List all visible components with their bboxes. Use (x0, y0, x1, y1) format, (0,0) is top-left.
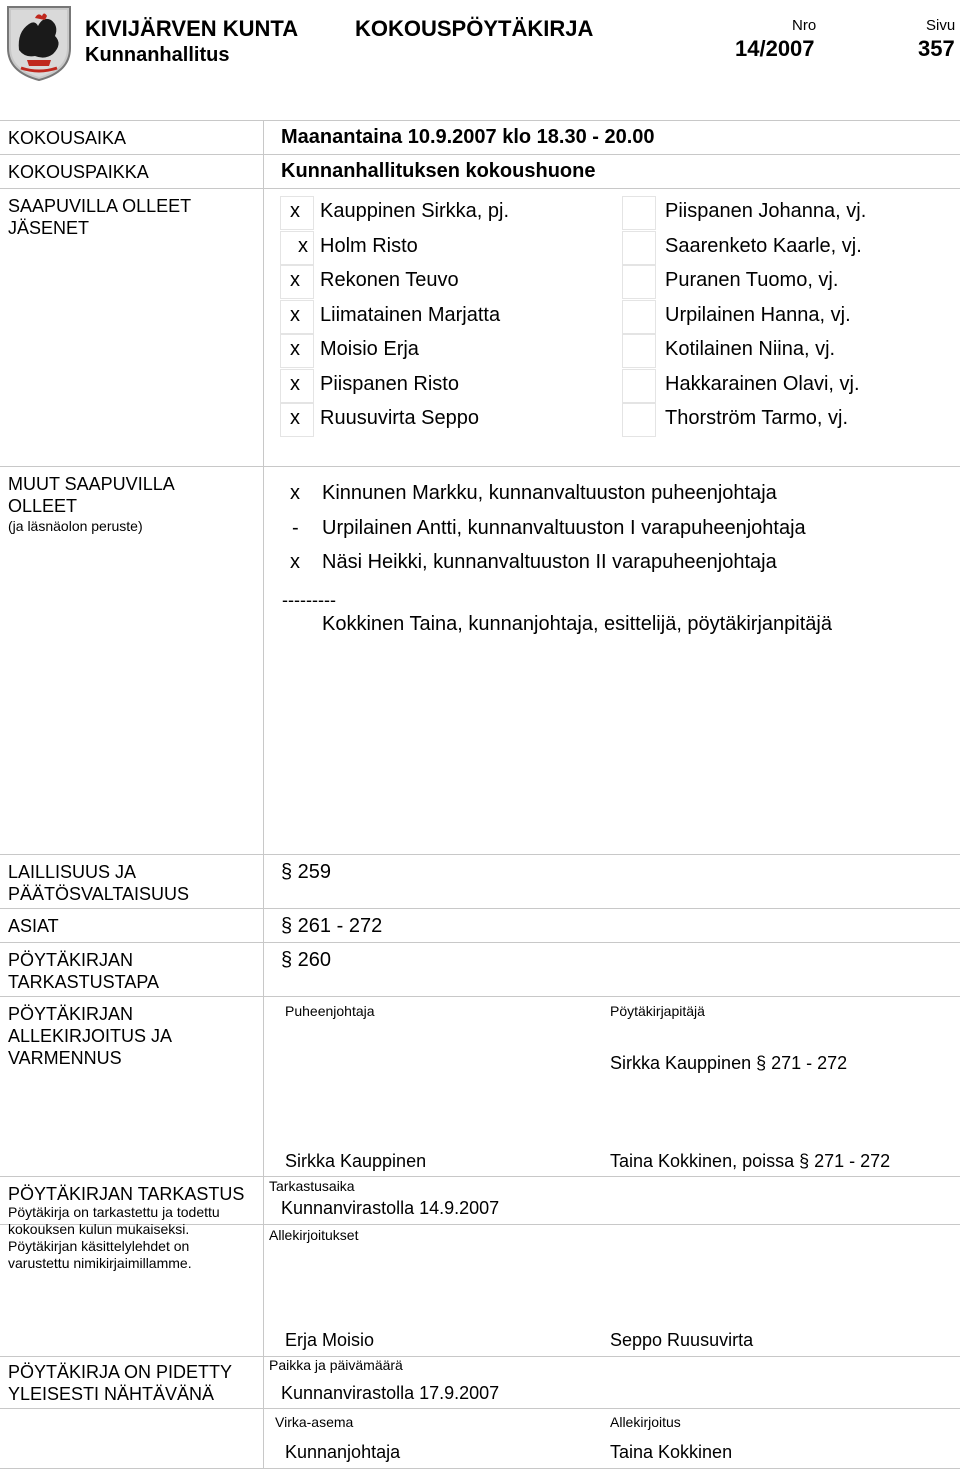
divider (0, 996, 960, 997)
members-label-line: SAAPUVILLA OLLEET (8, 196, 192, 216)
public-display-label-line: YLEISESTI NÄHTÄVÄNÄ (8, 1384, 215, 1404)
attendance-mark: x (290, 373, 300, 395)
other-attendee: Kokkinen Taina, kunnanjohtaja, esittelijä, pöytäkirjanpitäjä (322, 613, 832, 635)
attendance-mark: x (290, 482, 300, 504)
divider (0, 1176, 960, 1177)
member-name: Liimatainen Marjatta (320, 304, 501, 326)
divider (0, 854, 960, 855)
divider (0, 154, 960, 155)
review-method-label-line: PÖYTÄKIRJAN (8, 950, 134, 970)
legality-label-line: PÄÄTÖSVALTAISUUS (8, 884, 190, 904)
document-type: KOKOUSPÖYTÄKIRJA (355, 16, 594, 41)
chair-name: Sirkka Kauppinen (285, 1151, 427, 1171)
coat-of-arms-icon (5, 4, 73, 82)
attendance-box (280, 231, 314, 265)
signature-label-line: PÖYTÄKIRJAN (8, 1004, 134, 1024)
deputy-attendance-box (622, 369, 656, 403)
board-name: Kunnanhallitus (85, 44, 230, 66)
public-display-label (8, 1361, 232, 1405)
reviewer-name: Seppo Ruusuvirta (610, 1330, 754, 1350)
legality-value: § 259 (281, 861, 332, 883)
position-value: Kunnanjohtaja (285, 1442, 401, 1462)
divider (0, 188, 960, 189)
other-attendee: Näsi Heikki, kunnanvaltuuston II varapuheenjohtaja (322, 551, 777, 573)
divider (0, 120, 960, 121)
reviewer-name: Erja Moisio (285, 1330, 375, 1350)
attendance-mark: x (290, 338, 300, 360)
attendance-mark: x (298, 235, 308, 257)
member-name: Moisio Erja (320, 338, 419, 360)
secretary-note: Sirkka Kauppinen § 271 - 272 (610, 1053, 848, 1073)
meeting-time-value: Maanantaina 10.9.2007 klo 18.30 - 20.00 (281, 126, 655, 148)
others-label-line: OLLEET (8, 496, 78, 516)
deputy-attendance-box (622, 334, 656, 368)
deputy-attendance-box (622, 265, 656, 299)
matters-label: ASIAT (8, 916, 59, 936)
deputy-name: Piispanen Johanna, vj. (665, 200, 867, 222)
attendance-mark: x (290, 407, 300, 429)
matters-value: § 261 - 272 (281, 915, 383, 937)
divider (0, 942, 960, 943)
review-description-line: Pöytäkirja on tarkastettu ja todettu (8, 1204, 220, 1220)
members-label (8, 195, 191, 239)
review-time-caption: Tarkastusaika (269, 1178, 355, 1194)
attendance-mark: - (292, 517, 299, 539)
place-date-caption: Paikka ja päivämäärä (269, 1357, 403, 1373)
signature-label (8, 1003, 172, 1069)
meeting-place-label: KOKOUSPAIKKA (8, 162, 149, 182)
deputy-attendance-box (622, 231, 656, 265)
review-method-label-line: TARKASTUSTAPA (8, 972, 160, 992)
member-name: Ruusuvirta Seppo (320, 407, 479, 429)
deputy-name: Urpilainen Hanna, vj. (665, 304, 851, 326)
other-attendee: Kinnunen Markku, kunnanvaltuuston puheenjohtaja (322, 482, 777, 504)
member-name: Holm Risto (320, 235, 418, 257)
meeting-time-label: KOKOUSAIKA (8, 128, 127, 148)
sivu-label: Sivu (926, 17, 956, 34)
divider (0, 466, 960, 467)
position-caption: Virka-asema (275, 1414, 354, 1430)
attendance-mark: x (290, 200, 300, 222)
member-name: Piispanen Risto (320, 373, 459, 395)
signature-value: Taina Kokkinen (610, 1442, 733, 1462)
divider (0, 1408, 960, 1409)
deputy-name: Hakkarainen Olavi, vj. (665, 373, 860, 395)
legality-label (8, 861, 189, 905)
review-time-value: Kunnanvirastolla 14.9.2007 (281, 1198, 500, 1218)
others-label-line: MUUT SAAPUVILLA (8, 474, 175, 494)
review-description-line: varustettu nimikirjaimillamme. (8, 1255, 192, 1271)
deputy-attendance-box (622, 300, 656, 334)
review-description-line: kokouksen kulun mukaiseksi. (8, 1221, 190, 1237)
signature-label-line: VARMENNUS (8, 1048, 122, 1068)
review-label: PÖYTÄKIRJAN TARKASTUS (8, 1184, 245, 1204)
review-method-label (8, 949, 159, 993)
place-date-value: Kunnanvirastolla 17.9.2007 (281, 1383, 500, 1403)
members-label-line: JÄSENET (8, 218, 90, 238)
secretary-name: Taina Kokkinen, poissa § 271 - 272 (610, 1151, 891, 1171)
review-description (8, 1204, 220, 1272)
others-label-note: (ja läsnäolon peruste) (8, 518, 143, 534)
others-label (8, 473, 175, 535)
member-name: Rekonen Teuvo (320, 269, 459, 291)
signature-caption: Allekirjoitus (610, 1414, 681, 1430)
deputy-name: Kotilainen Niina, vj. (665, 338, 836, 360)
deputy-attendance-box (622, 403, 656, 437)
divider (0, 1356, 960, 1357)
signature-label-line: ALLEKIRJOITUS JA (8, 1026, 173, 1046)
review-method-value: § 260 (281, 949, 332, 971)
attendance-mark: x (290, 551, 300, 573)
column-divider (263, 120, 264, 1468)
separator-dashes: --------- (282, 590, 336, 610)
signatures-caption: Allekirjoitukset (269, 1227, 359, 1243)
divider (0, 908, 960, 909)
public-display-label-line: PÖYTÄKIRJA ON PIDETTY (8, 1362, 233, 1382)
chair-caption: Puheenjohtaja (285, 1003, 375, 1019)
nro-label: Nro (792, 17, 817, 34)
legality-label-line: LAILLISUUS JA (8, 862, 137, 882)
deputy-name: Thorström Tarmo, vj. (665, 407, 848, 429)
deputy-name: Puranen Tuomo, vj. (665, 269, 839, 291)
member-name: Kauppinen Sirkka, pj. (320, 200, 510, 222)
secretary-caption: Pöytäkirjapitäjä (610, 1003, 705, 1019)
nro-value: 14/2007 (735, 36, 815, 61)
deputy-attendance-box (622, 196, 656, 230)
sivu-value: 357 (918, 36, 955, 61)
review-description-line: Pöytäkirjan käsittelylehdet on (8, 1238, 190, 1254)
meeting-place-value: Kunnanhallituksen kokoushuone (281, 160, 596, 182)
municipality-name: KIVIJÄRVEN KUNTA (85, 16, 299, 41)
other-attendee: Urpilainen Antti, kunnanvaltuuston I varapuheenjohtaja (322, 517, 806, 539)
attendance-mark: x (290, 269, 300, 291)
attendance-mark: x (290, 304, 300, 326)
divider (0, 1468, 960, 1469)
deputy-name: Saarenketo Kaarle, vj. (665, 235, 862, 257)
